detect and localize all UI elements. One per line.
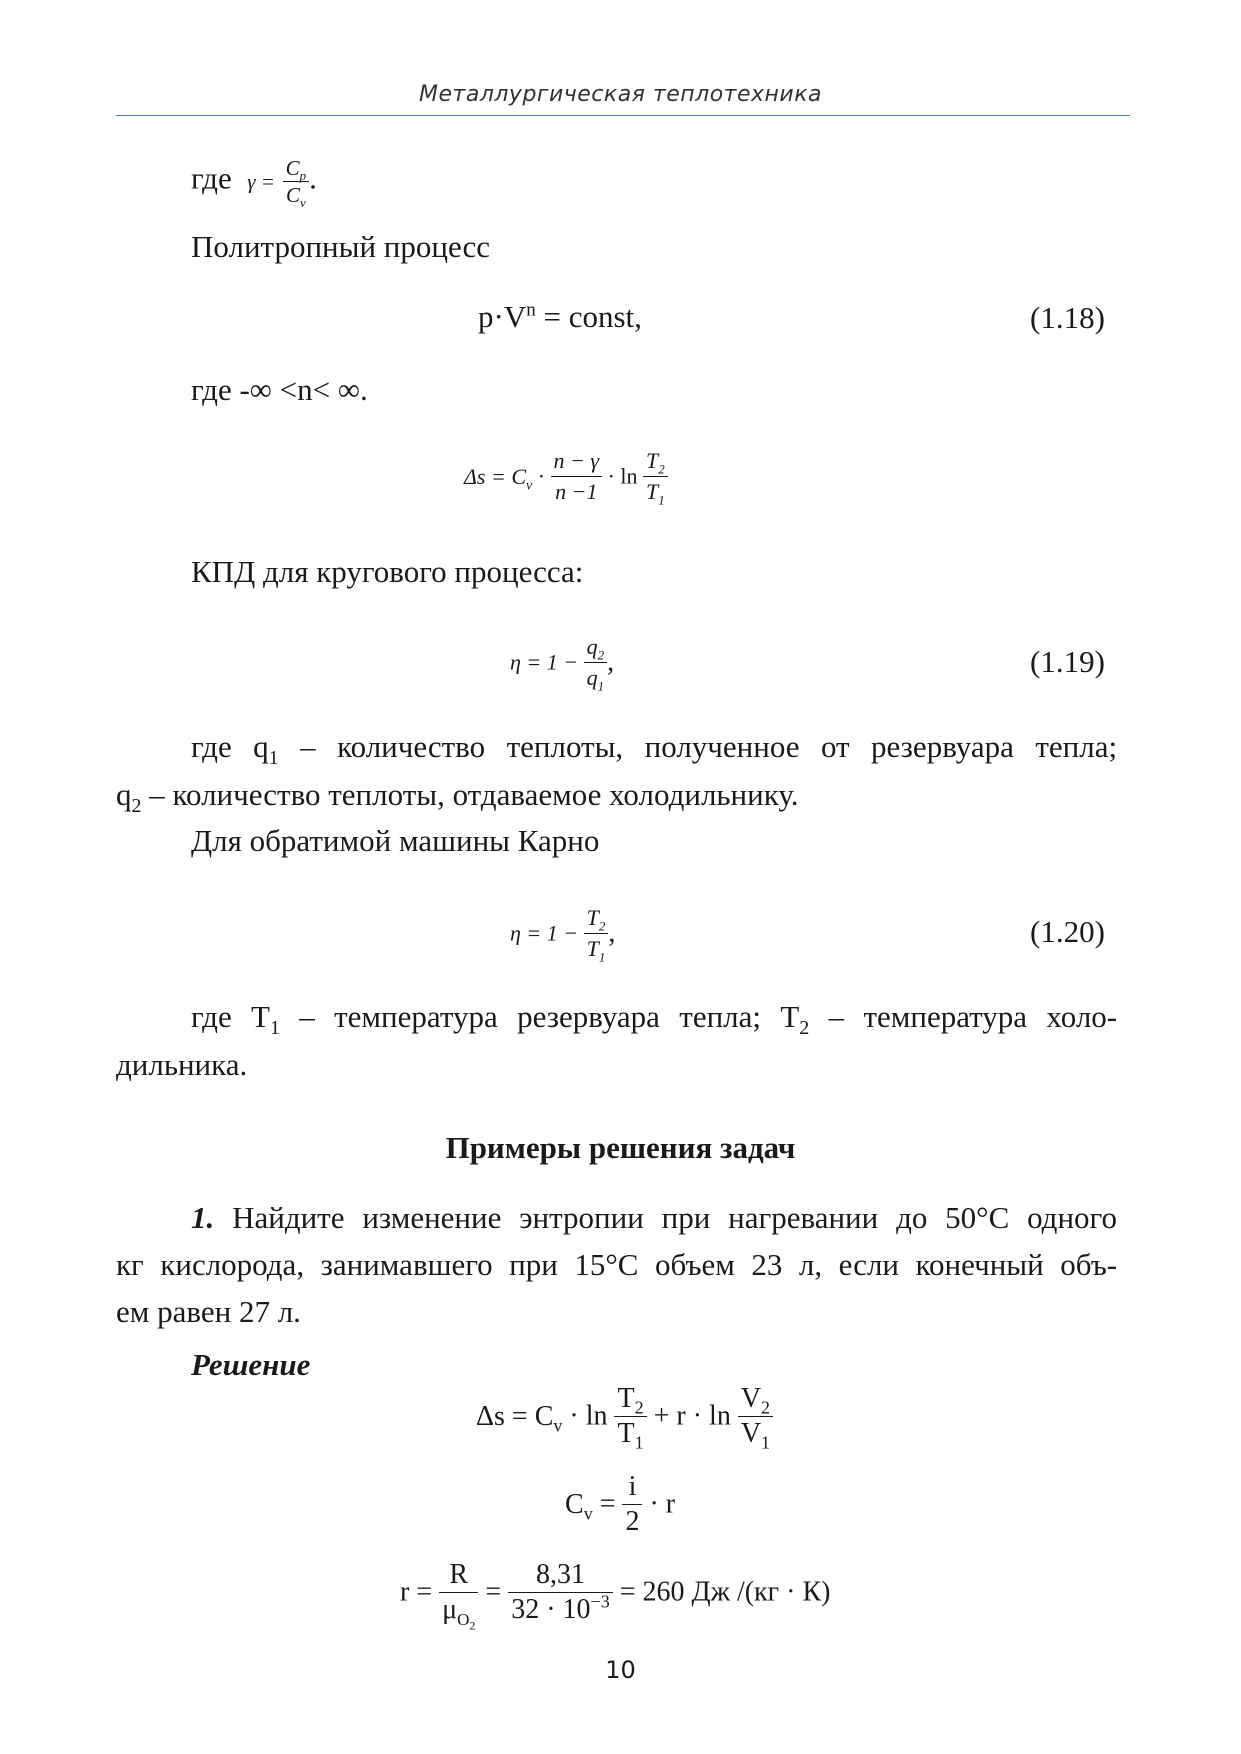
gamma-definition: где γ = $\frac{C_p}{C_v}$ .	[191, 156, 317, 211]
carnot-where-line2: дильника.	[116, 1047, 248, 1082]
solution-cv-equation: $C_v$ = $\frac{i}{2}$ · r	[565, 1471, 676, 1537]
section-heading: Примеры решения задач	[445, 1130, 796, 1165]
solution-entropy-equation: $\Delta s = C_v \cdot \ln$ $\frac{T_2}{T_1}$ + r · ln $\frac{V_2}{V_1}$	[476, 1382, 773, 1451]
efficiency-formula: η = 1 − $\frac{q_2}{q_1}$ ,	[510, 634, 615, 694]
problem-1-line2: кг кислорода, занимавшего при 15°С объем 23 л, если конечный объ-	[116, 1247, 1118, 1282]
efficiency-where-line1: где $q_1$ – количество теплоты, полученное от резервуара тепла;	[191, 729, 1118, 770]
polytropic-equation: $p\cdot V^n$ = const,	[478, 299, 642, 334]
efficiency-label: КПД для кругового процесса:	[191, 554, 584, 589]
entropy-formula: $\Delta s = C_v$ · $\frac{n - \gamma}{n -1}$ · ln $\frac{T_2}{T_1}$	[464, 446, 668, 507]
carnot-label: Для обратимой машины Карно	[191, 823, 600, 858]
problem-1-line1: 1. Найдите изменение энтропии при нагревании до 50°С одного	[191, 1200, 1117, 1235]
efficiency-where-line2: $q_2$ – количество теплоты, отдаваемое холодильнику.	[116, 777, 799, 818]
page-number: 10	[605, 1656, 636, 1684]
solution-label: Решение	[191, 1347, 311, 1382]
carnot-formula: η = 1 − $\frac{T_2}{T_1}$ ,	[510, 905, 616, 965]
problem-1-line3: ем равен 27 л.	[116, 1294, 301, 1329]
equation-number-1-18: (1.18)	[1030, 300, 1105, 335]
header-rule	[116, 115, 1130, 116]
gamma-fraction: $\frac{C_p}{C_v}$	[283, 155, 310, 208]
solution-r-equation: r = $\frac{R}{\mu_{O_2}}$ = $\frac{8,31}{32 \cdot 10^{-3}}$ = 260 Дж /(кг · К)	[400, 1559, 831, 1632]
carnot-where-line1: где $T_1$ – температура резервуара тепла; $T_2$ – температура холо-	[191, 999, 1118, 1040]
polytropic-range: где -∞ <n< ∞.	[191, 372, 368, 407]
running-header: Металлургическая теплотехника	[419, 82, 822, 107]
polytropic-label: Политропный процесс	[191, 229, 491, 264]
equation-number-1-20: (1.20)	[1030, 914, 1105, 949]
equation-number-1-19: (1.19)	[1030, 644, 1105, 679]
